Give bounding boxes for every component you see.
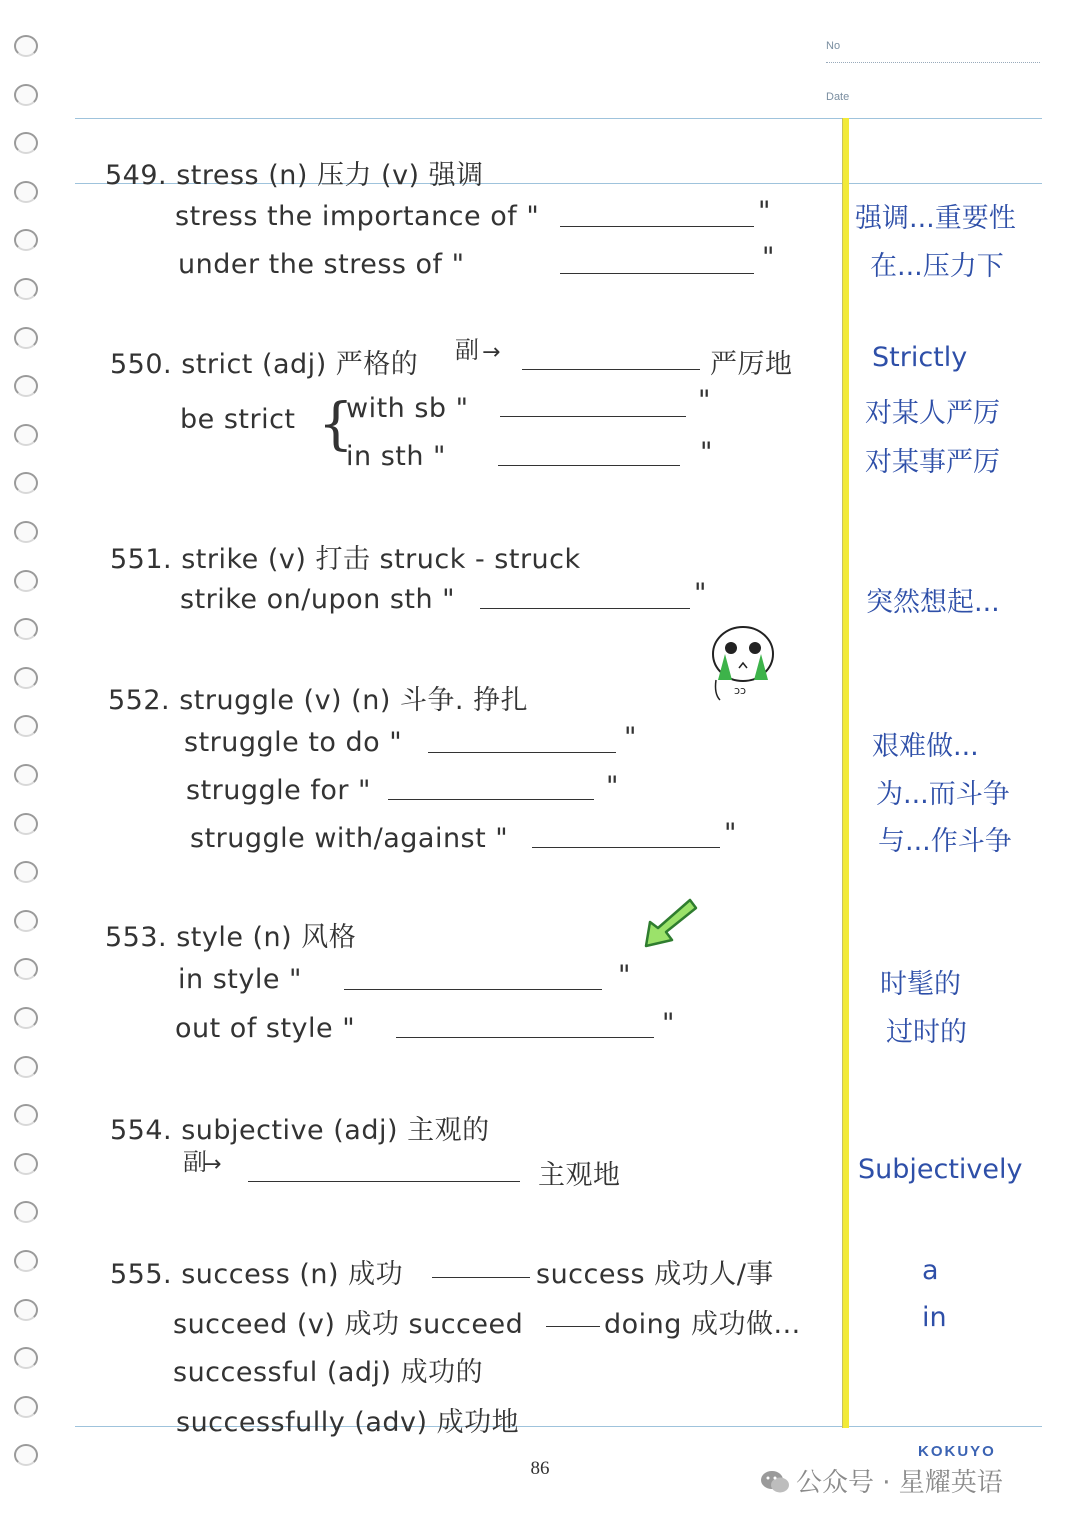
entry-550-with: with sb " bbox=[346, 393, 469, 424]
quote: " bbox=[762, 242, 775, 273]
binding-hole bbox=[14, 84, 38, 106]
entry-555-line2-end: doing 成功做... bbox=[604, 1309, 801, 1340]
wechat-icon bbox=[760, 1470, 790, 1494]
binding-hole bbox=[14, 472, 38, 494]
binding-hole bbox=[14, 667, 38, 689]
answer-555-2: in bbox=[922, 1302, 947, 1333]
watermark-text: 公众号 · 星耀英语 bbox=[796, 1468, 1003, 1498]
quote: " bbox=[606, 771, 619, 802]
entry-552-line2: struggle for " bbox=[186, 775, 371, 806]
answer-550-1: 对某人严厉 bbox=[865, 398, 1000, 429]
blank[interactable] bbox=[428, 752, 616, 753]
entry-550-title: 550. strict (adj) 严格的 bbox=[110, 349, 419, 380]
quote: " bbox=[662, 1008, 675, 1039]
entry-550-in: in sth " bbox=[346, 441, 446, 472]
blank[interactable] bbox=[500, 416, 686, 417]
watermark bbox=[760, 1462, 1003, 1499]
svg-text:ɔɔ: ɔɔ bbox=[734, 684, 747, 697]
blank[interactable] bbox=[498, 465, 680, 466]
binding-hole bbox=[14, 1104, 38, 1126]
entry-552-line1: struggle to do " bbox=[184, 727, 403, 758]
adverb-marker: 副 bbox=[183, 1148, 208, 1176]
binding-hole bbox=[14, 1007, 38, 1029]
binding-hole bbox=[14, 424, 38, 446]
answer-554-1: Subjectively bbox=[858, 1154, 1023, 1185]
no-label: No bbox=[826, 40, 841, 52]
blank[interactable] bbox=[388, 799, 594, 800]
quote: " bbox=[698, 385, 711, 416]
binding-hole bbox=[14, 570, 38, 592]
entry-554-after: 主观地 bbox=[538, 1160, 621, 1191]
arrow: → bbox=[203, 1152, 222, 1177]
adverb-marker: 副 bbox=[455, 336, 480, 364]
entry-553-title: 553. style (n) 风格 bbox=[105, 922, 357, 953]
binding-hole bbox=[14, 764, 38, 786]
brand-logo: KOKUYO bbox=[918, 1443, 996, 1460]
entry-554-title: 554. subjective (adj) 主观的 bbox=[110, 1115, 490, 1146]
entry-551-line1: strike on/upon sth " bbox=[180, 584, 456, 615]
binding-hole bbox=[14, 1250, 38, 1272]
quote: " bbox=[618, 960, 631, 991]
quote: " bbox=[694, 578, 707, 609]
blank[interactable] bbox=[522, 369, 700, 370]
binding-hole bbox=[14, 1201, 38, 1223]
binding-hole bbox=[14, 327, 38, 349]
blank[interactable] bbox=[480, 608, 690, 609]
answer-550-2: 对某事严厉 bbox=[865, 447, 1000, 478]
quote: " bbox=[700, 437, 713, 468]
entry-551-title: 551. strike (v) 打击 struck - struck bbox=[110, 544, 581, 575]
blank[interactable] bbox=[546, 1326, 600, 1327]
date-label: Date bbox=[826, 91, 850, 103]
entry-555-line1-end: success 成功人/事 bbox=[536, 1259, 774, 1290]
binding-hole bbox=[14, 375, 38, 397]
binding-hole bbox=[14, 910, 38, 932]
answer-553-2: 过时的 bbox=[886, 1017, 967, 1048]
entry-550-be-strict: be strict bbox=[180, 404, 296, 435]
answer-column-divider bbox=[842, 118, 849, 1428]
crying-face-doodle bbox=[706, 622, 780, 702]
binding-hole bbox=[14, 181, 38, 203]
binding-hole bbox=[14, 229, 38, 251]
binding-hole bbox=[14, 278, 38, 300]
entry-552-title: 552. struggle (v) (n) 斗争. 挣扎 bbox=[108, 685, 529, 716]
brace: { bbox=[318, 392, 354, 457]
binding-hole bbox=[14, 132, 38, 154]
entry-555-line2: succeed (v) 成功 succeed bbox=[173, 1309, 524, 1340]
answer-552-2: 为...而斗争 bbox=[876, 779, 1010, 810]
binding-hole bbox=[14, 1299, 38, 1321]
blank[interactable] bbox=[532, 847, 720, 848]
entry-555-line3: successful (adj) 成功的 bbox=[173, 1357, 484, 1388]
blank[interactable] bbox=[396, 1037, 654, 1038]
quote: " bbox=[724, 818, 737, 849]
binding-hole bbox=[14, 715, 38, 737]
binding-hole bbox=[14, 1347, 38, 1369]
answer-553-1: 时髦的 bbox=[880, 969, 961, 1000]
entry-552-line3: struggle with/against " bbox=[190, 823, 509, 854]
entry-555-line4: successfully (adv) 成功地 bbox=[176, 1407, 520, 1438]
entry-549-title: 549. stress (n) 压力 (v) 强调 bbox=[105, 160, 484, 191]
entry-550-after: 严厉地 bbox=[710, 349, 793, 380]
arrow-doodle-icon bbox=[640, 896, 700, 952]
answer-549-1: 强调...重要性 bbox=[855, 203, 1016, 234]
entry-553-line1: in style " bbox=[178, 964, 302, 995]
answer-551-1: 突然想起... bbox=[866, 587, 1000, 618]
blank[interactable] bbox=[432, 1277, 530, 1278]
answer-555-1: a bbox=[922, 1255, 939, 1286]
no-dotted-line bbox=[826, 62, 1040, 63]
arrow: → bbox=[482, 340, 501, 365]
entry-553-line2: out of style " bbox=[175, 1013, 356, 1044]
top-rule bbox=[75, 118, 1042, 119]
binding-hole bbox=[14, 1056, 38, 1078]
entry-549-line1: stress the importance of " bbox=[175, 201, 540, 232]
binding-hole bbox=[14, 813, 38, 835]
quote: " bbox=[758, 196, 771, 227]
binding-hole bbox=[14, 521, 38, 543]
page-number: 86 bbox=[530, 1458, 550, 1479]
quote: " bbox=[624, 722, 637, 753]
blank[interactable] bbox=[560, 226, 754, 227]
entry-555-line1: 555. success (n) 成功 bbox=[110, 1259, 404, 1290]
binding-hole bbox=[14, 1396, 38, 1418]
blank[interactable] bbox=[560, 273, 754, 274]
binding-hole bbox=[14, 618, 38, 640]
blank[interactable] bbox=[248, 1181, 520, 1182]
answer-552-3: 与...作斗争 bbox=[878, 826, 1012, 857]
binding-hole bbox=[14, 861, 38, 883]
binding-hole bbox=[14, 1153, 38, 1175]
binding-hole bbox=[14, 35, 38, 57]
blank[interactable] bbox=[344, 989, 602, 990]
answer-550-0: Strictly bbox=[872, 342, 968, 373]
answer-549-2: 在...压力下 bbox=[870, 251, 1004, 282]
binding-hole bbox=[14, 958, 38, 980]
answer-552-1: 艰难做... bbox=[872, 731, 979, 762]
entry-549-line2: under the stress of " bbox=[178, 249, 465, 280]
